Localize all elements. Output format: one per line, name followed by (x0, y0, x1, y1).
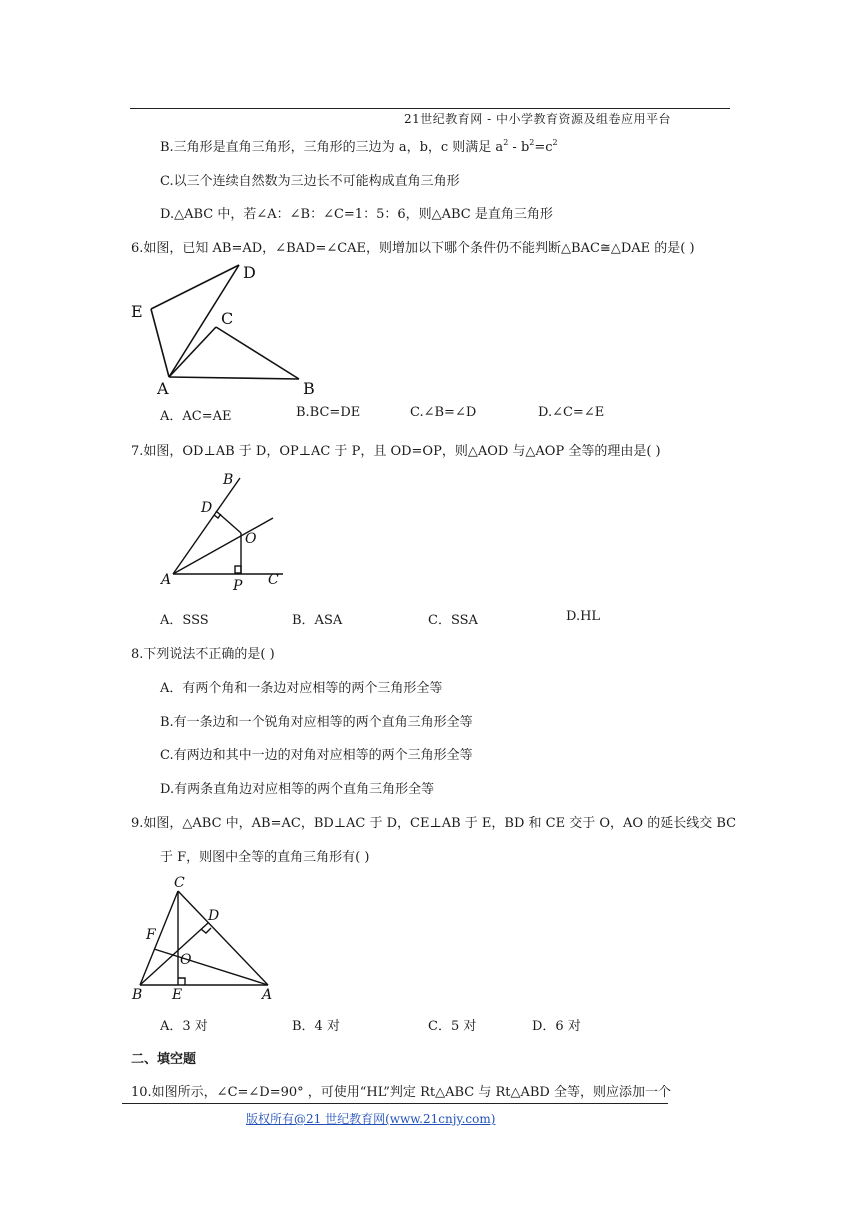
q7-option-d: D.HL (566, 609, 601, 624)
q7-label-b: B (223, 472, 234, 488)
q9-label-c: C (174, 875, 185, 891)
q9-option-c: C．5 对 (428, 1019, 477, 1034)
q6-option-a: A．AC=AE (160, 409, 232, 424)
q6-label-c: C (221, 309, 234, 328)
q6-label-b: B (303, 379, 315, 398)
q7-ray-ab (173, 478, 240, 574)
q7-segment-od (216, 511, 241, 533)
q6-label-d: D (243, 263, 256, 282)
q7-label-d: D (201, 500, 213, 516)
q9-label-o: O (180, 952, 192, 968)
q7-option-c: C．SSA (428, 613, 478, 628)
q7-figure (155, 470, 295, 595)
q5-option-b: B.三角形是直角三角形，三角形的三边为 a，b，c 则满足 $a^2 - b^2=c^2$ (160, 138, 558, 155)
q7-option-b: B．ASA (292, 613, 343, 628)
q8-option-c: C.有两边和其中一边的对角对应相等的两个三角形全等 (160, 748, 473, 763)
q8-stem: 8.下列说法不正确的是( ) (131, 647, 275, 662)
q9-label-b: B (132, 987, 143, 1003)
q6-label-a: A (157, 379, 169, 398)
q7-option-a: A．SSS (160, 613, 209, 628)
section-fill-in-title: 二、填空题 (131, 1052, 197, 1067)
q7-label-a: A (161, 572, 172, 588)
q9-label-d: D (208, 908, 220, 924)
q6-option-c: C.∠B=∠D (410, 405, 477, 420)
q9-stem-line1: 9.如图，△ABC 中，AB=AC，BD⊥AC 于 D，CE⊥AB 于 E，BD 和 CE 交于 O，AO 的延长线交 BC (131, 816, 737, 831)
q6-segment-bc (216, 327, 299, 379)
q9-option-a: A．3 对 (160, 1019, 208, 1034)
q6-figure (125, 258, 325, 398)
q8-option-b: B.有一条边和一个锐角对应相等的两个直角三角形全等 (160, 715, 473, 730)
header-title: 21世纪教育网 - 中小学教育资源及组卷应用平台 (404, 112, 671, 126)
q7-label-c: C (268, 572, 279, 588)
q9-label-a: A (262, 987, 273, 1003)
footer-rule (122, 1103, 668, 1104)
q9-option-d: D．6 对 (532, 1019, 581, 1034)
q9-stem-line2: 于 F，则图中全等的直角三角形有( ) (160, 850, 370, 865)
q7-right-angle-p (235, 566, 241, 573)
q5-option-d: D.△ABC 中，若∠A：∠B：∠C=1：5：6，则△ABC 是直角三角形 (160, 207, 553, 222)
q5-option-c: C.以三个连续自然数为三边长不可能构成直角三角形 (160, 174, 460, 189)
q7-stem: 7.如图，OD⊥AB 于 D，OP⊥AC 于 P，且 OD=OP，则△AOD 与△AOP 全等的理由是( ) (131, 444, 661, 459)
q6-option-b: B.BC=DE (296, 405, 361, 420)
q8-option-a: A．有两个角和一条边对应相等的两个三角形全等 (160, 681, 443, 696)
q8-option-d: D.有两条直角边对应相等的两个直角三角形全等 (160, 782, 435, 797)
q7-ray-ao (173, 518, 273, 574)
q9-label-f: F (146, 927, 156, 943)
header-rule (130, 108, 730, 109)
q6-label-e: E (131, 302, 143, 321)
q9-option-b: B．4 对 (292, 1019, 340, 1034)
q6-segment-ca (169, 327, 216, 377)
q9-figure (128, 875, 288, 1005)
q6-stem: 6.如图，已知 AB=AD，∠BAD=∠CAE，则增加以下哪个条件仍不能判断△BAC≅△DAE 的是( ) (131, 241, 695, 256)
q7-label-p: P (233, 578, 243, 594)
q9-right-angle-e (178, 978, 185, 985)
q9-label-e: E (172, 987, 183, 1003)
footer-copyright-link[interactable]: 版权所有@21 世纪教育网(www.21cnjy.com) (246, 1112, 496, 1126)
q6-segment-ab (169, 377, 299, 379)
q6-option-d: D.∠C=∠E (538, 405, 605, 420)
q6-segment-ea (151, 309, 169, 377)
q7-label-o: O (245, 531, 257, 547)
q10-stem: 10.如图所示，∠C=∠D=90° ，可使用“HL”判定 Rt△ABC 与 Rt△ABD 全等，则应添加一个 (131, 1085, 671, 1100)
